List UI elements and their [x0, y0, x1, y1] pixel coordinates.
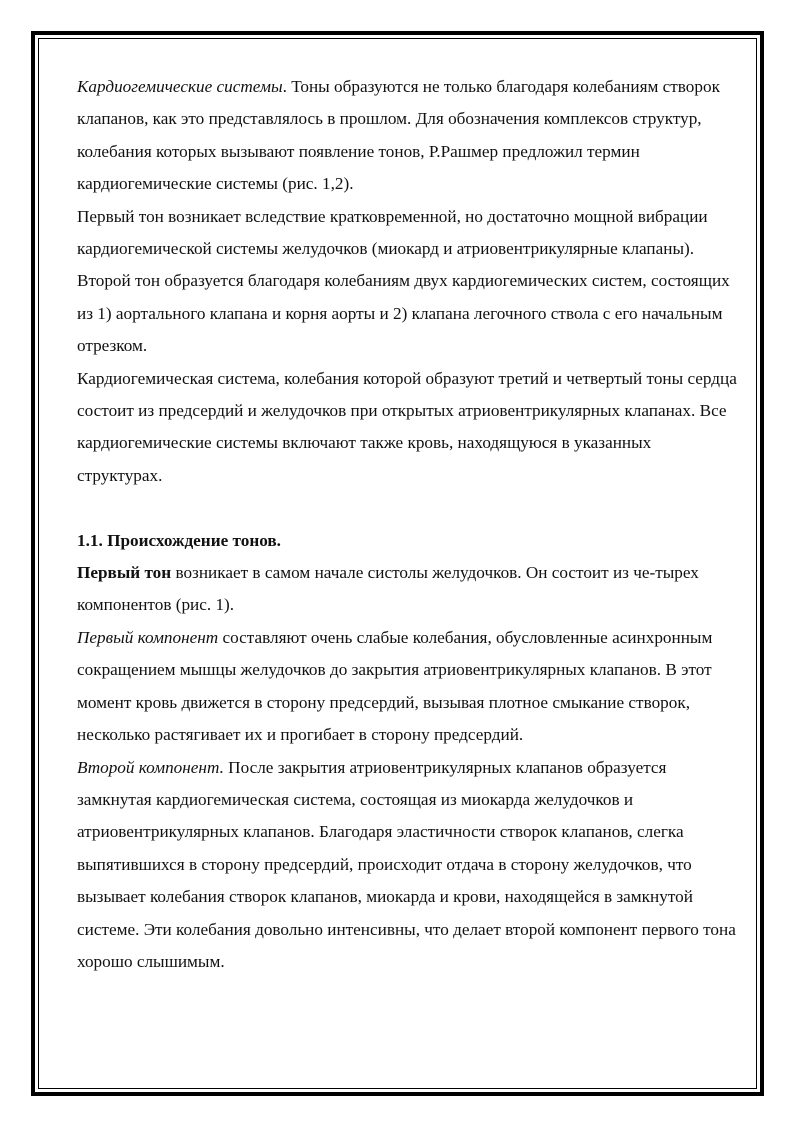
section-heading: 1.1. Происхождение тонов. [77, 530, 281, 550]
paragraph-cardiohemic-systems [77, 71, 737, 201]
term-first-tone: Первый тон [77, 563, 172, 583]
term-first-component: Первый компонент [77, 627, 219, 647]
paragraph-text: Первый тон возникает вследствие кратковременной, но достаточно мощной вибрации кардиогемической системы желудочков (миокард и атриовентрикулярные клапаны). Второй тон образуется благодаря колебаниям двух кардиогемических систем, состоящих из 1) аортального клапана и корня аорты и 2) клапана легочного ствола с его начальным отрезком. [77, 206, 730, 356]
paragraph-text: . Тоны образуются не только благодаря колебаниям створок клапанов, как это представлялось в прошлом. Для обозначения комплексов структур, колебания которых вызывают появление тонов, Р.Рашмер предложил термин кардиогемические системы (рис. 1,2). [77, 77, 720, 194]
term-second-component: Второй компонент. [77, 757, 224, 777]
paragraph-text: составляют очень слабые колебания, обусловленные асинхронным сокращением мышцы желудочков до закрытия атриовентрикулярных клапанов. В этот момент кровь движется в сторону предсердий, вызывая плотное смыкание створок, несколько растягивает их и прогибает в сторону предсердий. [77, 627, 713, 745]
paragraph-second-component [77, 752, 737, 979]
paragraph-text: Кардиогемическая система, колебания которой образуют третий и четвертый тоны сердца состоит из предсердий и желудочков при открытых атриовентрикулярных клапанах. Все кардиогемические системы включают также кровь, находящуюся в указанных структурах. [77, 368, 737, 485]
paragraph-first-component [77, 622, 737, 752]
paragraph-third-fourth-tone [77, 363, 737, 493]
term-cardiohemic-systems: Кардиогемические системы [77, 77, 283, 96]
document-body [77, 71, 737, 978]
paragraph-first-second-tone [77, 201, 737, 363]
paragraph-first-tone [77, 557, 737, 622]
paragraph-text: возникает в самом начале систолы желудочков. Он состоит из че-тырех компонентов (рис. 1). [77, 563, 699, 615]
paragraph-text: После закрытия атриовентрикулярных клапанов образуется замкнутая кардиогемическая система, состоящая из миокарда желудочков и атриовентрикулярных клапанов. Благодаря эластичности створок клапанов, слегка выпятившихся в сторону предсердий, происходит отдача в сторону желудочков, что вызывает колебания створок клапанов, миокарда и крови, находящейся в замкнутой системе. Эти колебания довольно интенсивны, что делает второй компонент первого тона хорошо слышимым. [77, 757, 736, 971]
